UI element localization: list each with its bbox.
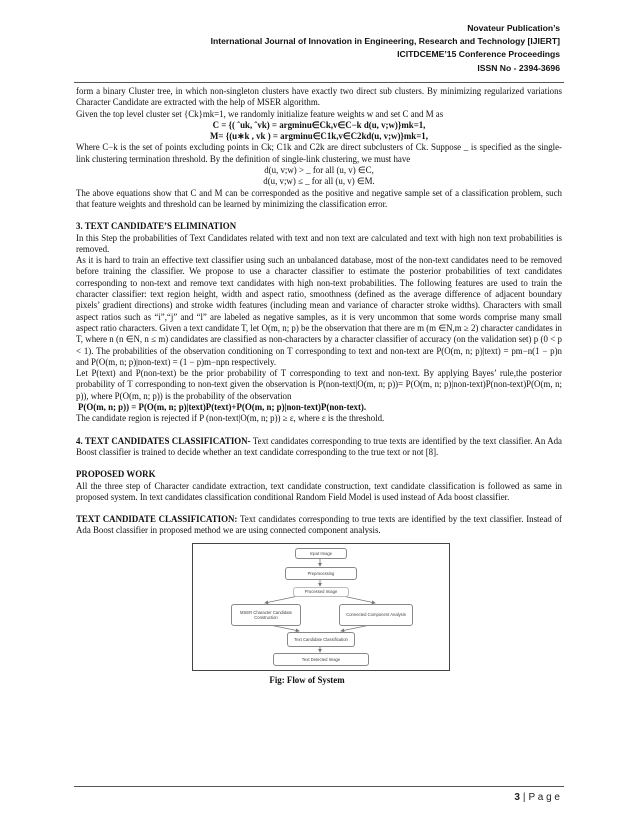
paragraph-bayes: Let P(text) and P(non-text) be the prior probability of T corresponding to text and non-text. By applying Bayes’ rule,the posterior probability of T corresponding to non-text given the observation is P(non-text|O(m, n; p))= P(O(m, n; p)|non-text)P(non-text)P(O(m, n; p)), where P(O(m, n; p)) is the probability of the observation xyxy=(76,368,562,401)
paragraph-character-classifier: As it is hard to train an effective text classifier using such an unbalanced database, most of the non-text candidates need to be removed before training the classifier. We propose to use a character classifier to estimate the posterior probabilities of text candidates corresponding to non-text and remove text candidates with high non-text probabilities. The following features are used to train the character classifier: text region height, width and aspect ratio, smoothness (defined as the average difference of adjacent boundary pixels’ gradient directions) and stroke width features (including mean and variance of character stroke widths). Characters with small aspect ratios such as “i”,“j” and “l” are labeled as negative samples, as it is very uncommon that some words comprise many small aspect ratio characters. Given a text candidate T, let O(m, n; p) be the observation that there are m (m ∈N,m ≥ 2) character candidates in T, where n (n ∈N, n ≤ m) candidates are classified as non-characters by a character classifier of accuracy (on the validation set) p (0 < p < 1). The probabilities of the observation conditioning on T corresponding to text and non-text are P(O(m, n; p)|text) = pm−n(1 − p)n and P(O(m, n; p)|non-text) = (1 − p)m−npn respectively. xyxy=(76,255,562,367)
inequality-m: d(u, v;w) ≤ _ for all (u, v) ∈M. xyxy=(263,176,375,187)
header-issn: ISSN No - 2394-3696 xyxy=(477,62,560,73)
footer-separator: | xyxy=(522,792,526,803)
section-heading-proposed: PROPOSED WORK xyxy=(76,469,156,480)
page-footer xyxy=(514,792,560,803)
proposed-classification-text: Text candidates corresponding to true texts are identified by the text classifier. Instead of Ada Boost classifier in proposed method we are using connected component analysis. xyxy=(76,514,562,536)
page-number: 3 xyxy=(514,792,520,803)
page-label: P a g e xyxy=(528,792,560,803)
page-content xyxy=(76,86,562,686)
equation-observation: P(O(m, n; p)) = P(O(m, n; p)|text)P(text)+P(O(m, n; p)|non-text)P(non-text). xyxy=(78,402,367,413)
footer-rule xyxy=(74,786,564,787)
flow-node-tcc: Text Candidate Classification xyxy=(287,632,355,647)
flow-node-output: Text Detected Image xyxy=(273,653,369,666)
inequality-c: d(u, v;w) > _ for all (u, v) ∈C, xyxy=(264,165,374,176)
paragraph-subclusters: Where C−k is the set of points excluding points in Ck; C1k and C2k are direct subclusters of Ck. Suppose _ is specified as the single-link clustering termination threshold. By the definition of single-link clustering, we must have xyxy=(76,142,562,164)
flow-node-input: Input Image xyxy=(295,548,347,559)
flow-diagram xyxy=(192,543,450,671)
header-conference: ICITDCEME’15 Conference Proceedings xyxy=(397,49,560,60)
paragraph-classification-problem: The above equations show that C and M can be corresponded as the positive and negative sample set of a classification problem, such that feature weights and threshold can be learned by minimizing the classification error. xyxy=(76,187,562,209)
header-journal: International Journal of Innovation in Engineering, Research and Technology [IJIERT] xyxy=(210,36,560,47)
flow-node-processed: Processed Image xyxy=(293,587,349,597)
flow-node-cca: Connected Component Analysis xyxy=(339,604,413,626)
figure-flow-of-system xyxy=(76,543,562,675)
paragraph-elimination-intro: In this Step the probabilities of Text Candidates related with text and non text are calculated and text with high non text probabilities is removed. xyxy=(76,232,562,254)
paragraph-rejection: The candidate region is rejected if P (non-text|O(m, n; p)) ≥ ε, where ε is the threshold. xyxy=(76,413,385,424)
section-heading-proposed-classification: TEXT CANDIDATE CLASSIFICATION: xyxy=(76,514,238,525)
paragraph-proposed-classification xyxy=(76,514,562,537)
paragraph-proposed-work: All the three step of Character candidate extraction, text candidate construction, text candidate classification is followed as same in proposed system. In text candidates classification conditional Random Field Model is used instead of Ada boost classifier. xyxy=(76,480,562,502)
section-heading-elimination: 3. TEXT CANDIDATE’S ELIMINATION xyxy=(76,221,237,232)
journal-header xyxy=(211,22,560,75)
figure-caption: Fig: Flow of System xyxy=(269,674,345,685)
paragraph-classification-section xyxy=(76,436,562,459)
header-publisher: Novateur Publication’s xyxy=(467,23,560,33)
header-rule xyxy=(74,82,564,83)
flow-node-mser: MSER Character Candidate Construction xyxy=(231,604,301,626)
section-heading-classification: 4. TEXT CANDIDATES CLASSIFICATION- xyxy=(76,435,251,446)
paragraph-cluster-tree: form a binary Cluster tree, in which non-singleton clusters have exactly two direct sub clusters. By minimizing regularized variations Character Candidate are extracted with the help of MSER algorithm. xyxy=(76,86,562,108)
equation-m: M= {(u∗k , vk ) = argminu∈C1k,v∈C2kd(u, v;w)}mk=1, xyxy=(210,131,428,142)
flow-node-preprocessing: Preprocessing xyxy=(285,567,357,580)
classification-text: Text candidates corresponding to true texts are identified by the text classifier. An Ada Boost classifier is trained to decide whether an text candidate corresponding to the true text or not [8]. xyxy=(76,435,562,457)
paragraph-initialize: Given the top level cluster set {Ck}mk=1, we randomly initialize feature weights w and set C and M as xyxy=(76,108,444,119)
equation-c: C = {( ˆuk, ˆvk) = argminu∈Ck,v∈C−k d(u, v;w)}mk=1, xyxy=(212,119,426,130)
